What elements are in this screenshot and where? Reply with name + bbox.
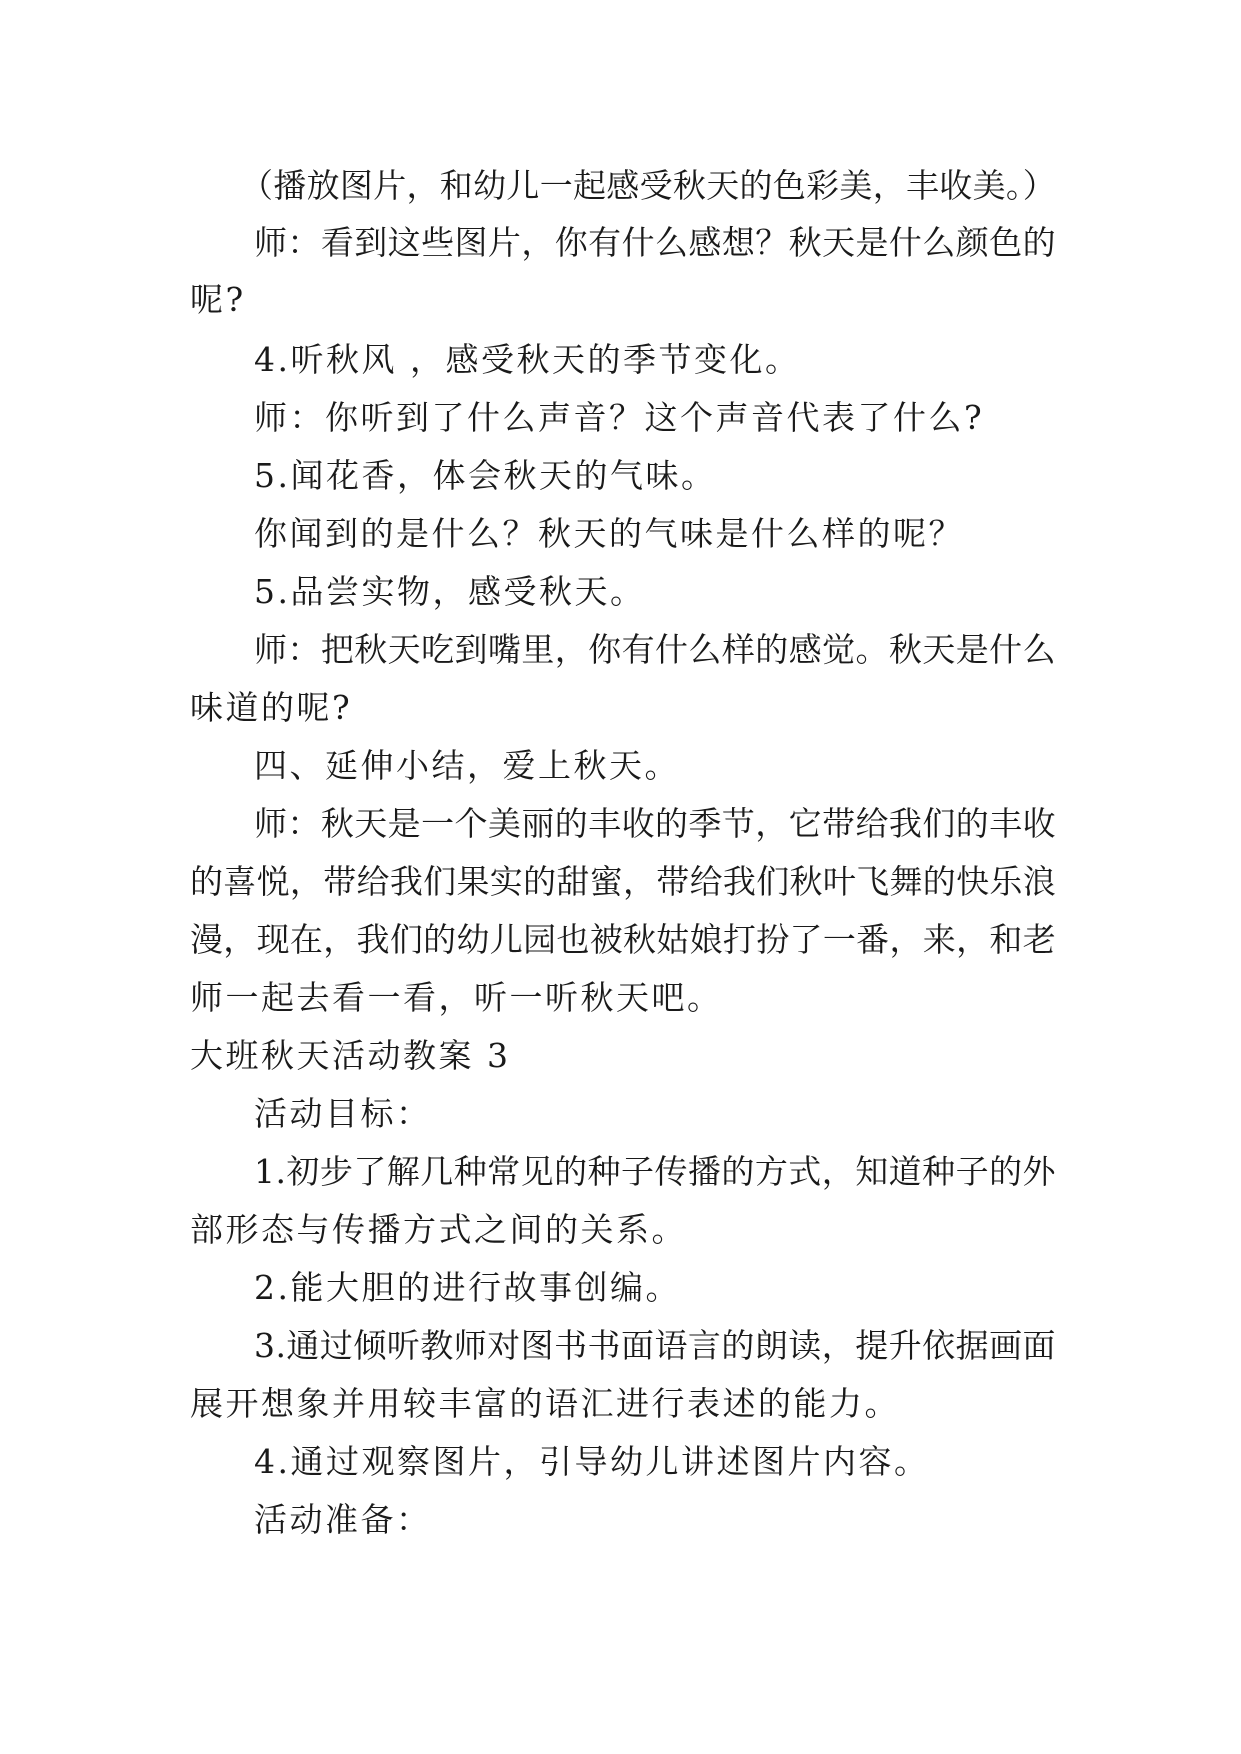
text-line: 活动目标： <box>254 1094 432 1133</box>
text-line: 活动准备： <box>254 1500 432 1539</box>
text-line: 3.通过倾听教师对图书书面语言的朗读，提升依据画面 <box>254 1326 1056 1365</box>
text-line: 漫，现在，我们的幼儿园也被秋姑娘打扮了一番，来，和老 <box>190 920 1056 959</box>
text-line: 4.通过观察图片，引导幼儿讲述图片内容。 <box>254 1442 930 1481</box>
text-line: 4.听秋风 ，感受秋天的季节变化。 <box>254 340 801 379</box>
text-line: 5.品尝实物，感受秋天。 <box>254 572 646 611</box>
text-line: 的喜悦，带给我们果实的甜蜜，带给我们秋叶飞舞的快乐浪 <box>190 862 1056 901</box>
text-line: 1.初步了解几种常见的种子传播的方式，知道种子的外 <box>254 1152 1056 1191</box>
text-line: 呢? <box>190 280 246 319</box>
text-line: 部形态与传播方式之间的关系。 <box>190 1210 687 1249</box>
text-line: 师：看到这些图片，你有什么感想？秋天是什么颜色的 <box>254 223 1056 262</box>
text-line: 展开想象并用较丰富的语汇进行表述的能力。 <box>190 1384 900 1423</box>
text-line: 2.能大胆的进行故事创编。 <box>254 1268 681 1307</box>
text-line: （播放图片，和幼儿一起感受秋天的色彩美，丰收美。） <box>240 166 1056 205</box>
section-heading: 大班秋天活动教案 3 <box>190 1036 511 1075</box>
text-line: 师：把秋天吃到嘴里，你有什么样的感觉。秋天是什么 <box>254 630 1056 669</box>
text-line: 师：你听到了什么声音？这个声音代表了什么? <box>254 398 985 437</box>
text-line: 你闻到的是什么？秋天的气味是什么样的呢？ <box>254 514 964 553</box>
text-line: 四、延伸小结，爱上秋天。 <box>254 746 680 785</box>
text-line: 味道的呢? <box>190 688 353 727</box>
text-line: 师：秋天是一个美丽的丰收的季节，它带给我们的丰收 <box>254 804 1056 843</box>
text-line: 5.闻花香，体会秋天的气味。 <box>254 456 717 495</box>
text-line: 师一起去看一看，听一听秋天吧。 <box>190 978 723 1017</box>
